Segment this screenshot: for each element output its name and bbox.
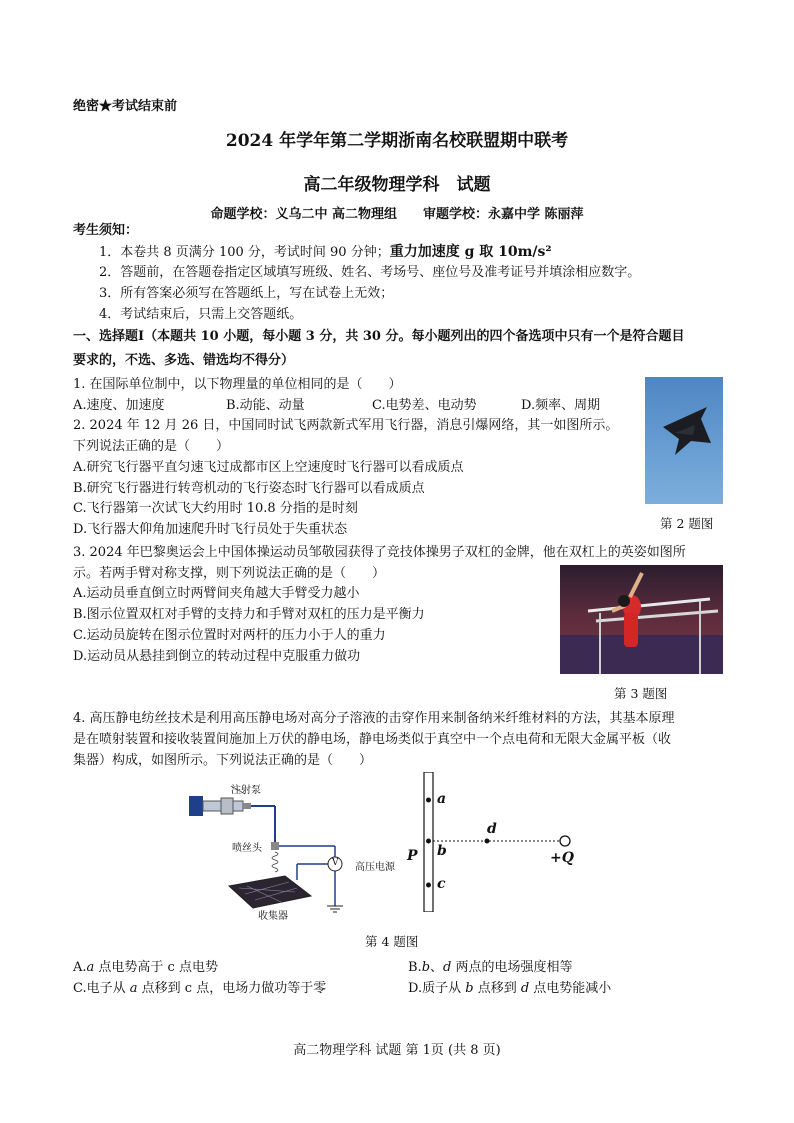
q1-stem: 1. 在国际单位制中，以下物理量的单位相同的是（ ） xyxy=(73,377,402,392)
q3-gymnast-photo xyxy=(560,565,723,674)
label-p: P xyxy=(407,848,418,864)
label-c: c xyxy=(437,876,446,892)
q2-stem-line1: 2. 2024 年 12 月 26 日，中国同时试飞两款新式军用飞行器，消息引爆网络，其一如图所示。 xyxy=(73,418,619,433)
q2-option-d: D.飞行器大仰角加速爬升时飞行员处于失重状态 xyxy=(73,522,348,537)
q2-stem-line2: 下列说法正确的是（ ） xyxy=(73,439,230,454)
q4-option-a: A.a 点电势高于 c 点电势 xyxy=(73,960,218,975)
q4-apparatus-figure xyxy=(185,774,395,924)
label-d: d xyxy=(487,821,497,837)
point-a xyxy=(426,798,431,803)
q1-option-c: C.电势差、电动势 xyxy=(372,398,477,413)
q4-option-d: D.质子从 b 点移到 d 点电势能减小 xyxy=(408,981,612,996)
q4-stem-line1: 4. 高压静电纺丝技术是利用高压静电场对高分子溶液的击穿作用来制备纳米纤维材料的方法，其基本原理 xyxy=(73,711,675,726)
q4-stem-line2: 是在喷射装置和接收装置间施加上万伏的静电场，静电场类似于真空中一个点电荷和无限大金属平板（收 xyxy=(73,732,672,747)
notice-item-2: 2．答题前，在答题卷指定区域填写班级、姓名、考场号、座位号及准考证号并填涂相应数字。 xyxy=(99,265,641,280)
label-pump: 注射泵 xyxy=(231,785,261,796)
q3-stem-line2: 示。若两手臂对称支撑，则下列说法正确的是（ ） xyxy=(73,566,386,581)
confidential-mark: 绝密★考试结束前 xyxy=(73,99,178,114)
notice-item-1: 1．本卷共 8 页满分 100 分，考试时间 90 分钟；重力加速度 g 取 10m/s² xyxy=(99,244,552,260)
q4-field-diagram xyxy=(400,772,590,912)
authors-line: 命题学校：义乌二中 高二物理组 审题学校：永嘉中学 陈丽萍 xyxy=(210,207,584,222)
collector-plate xyxy=(229,876,311,908)
q4-option-b: B.b、d 两点的电场强度相等 xyxy=(408,960,573,975)
q4-stem-line3: 集器）构成，如图所示。下列说法正确的是（ ） xyxy=(73,753,373,768)
notice-item-3: 3．所有答案必须写在答题纸上，写在试卷上无效； xyxy=(99,286,394,301)
syringe-handle xyxy=(189,796,203,816)
section-heading-line2: 要求的，不选、多选、错选均不得分） xyxy=(73,353,295,368)
q2-option-b: B.研究飞行器进行转弯机动的飞行姿态时飞行器可以看成质点 xyxy=(73,481,425,496)
label-a: a xyxy=(437,791,447,807)
label-nozzle: 喷丝头 xyxy=(232,843,262,854)
q3-option-b: B.图示位置双杠对手臂的支持力和手臂对双杠的压力是平衡力 xyxy=(73,607,425,622)
label-b: b xyxy=(437,843,447,859)
q3-option-a: A.运动员垂直倒立时两臂间夹角越大手臂受力越小 xyxy=(73,586,360,601)
notice-heading: 考生须知： xyxy=(73,223,139,238)
exam-subtitle: 高二年级物理学科 试题 xyxy=(303,175,491,195)
point-charge xyxy=(560,836,570,846)
q1-option-a: A.速度、加速度 xyxy=(73,398,165,413)
gravity-note: 重力加速度 g 取 10m/s² xyxy=(389,244,552,260)
page-footer: 高二物理学科 试题 第 1页 (共 8 页) xyxy=(293,1043,501,1058)
q4-option-c: C.电子从 a 点移到 c 点，电场力做功等于零 xyxy=(73,981,327,996)
point-c xyxy=(426,883,431,888)
q3-option-d: D.运动员从悬挂到倒立的转动过程中克服重力做功 xyxy=(73,649,361,664)
point-d xyxy=(485,839,490,844)
label-collector: 收集器 xyxy=(258,911,288,922)
q4-figure-caption: 第 4 题图 xyxy=(365,934,419,949)
label-q: +Q xyxy=(550,850,574,866)
notice-item-4: 4．考试结束后，只需上交答题纸。 xyxy=(99,307,303,322)
q1-option-b: B.动能、动量 xyxy=(226,398,305,413)
q2-option-a: A.研究飞行器平直匀速飞过成都市区上空速度时飞行器可以看成质点 xyxy=(73,460,464,475)
exam-title: 2024 年学年第二学期浙南名校联盟期中联考 xyxy=(225,131,569,151)
q3-figure-caption: 第 3 题图 xyxy=(614,686,668,701)
q2-aircraft-photo xyxy=(645,377,723,504)
q2-option-c: C.飞行器第一次试飞大约用时 10.8 分指的是时刻 xyxy=(73,501,358,516)
section-heading-line1: 一、选择题Ⅰ（本题共 10 小题，每小题 3 分，共 30 分。每小题列出的四个备选项中只有一个是符合题目 xyxy=(73,329,685,344)
q3-option-c: C.运动员旋转在图示位置时对两杆的压力小于人的重力 xyxy=(73,628,386,643)
label-hv-source: 高压电源 xyxy=(355,862,395,873)
point-b xyxy=(426,839,431,844)
q3-stem-line1: 3. 2024 年巴黎奥运会上中国体操运动员邹敬园获得了竞技体操男子双杠的金牌，他在双杠上的英姿如图所 xyxy=(73,545,686,560)
q2-figure-caption: 第 2 题图 xyxy=(660,516,714,531)
q1-option-d: D.频率、周期 xyxy=(521,398,601,413)
label-voltmeter: V xyxy=(332,858,339,868)
